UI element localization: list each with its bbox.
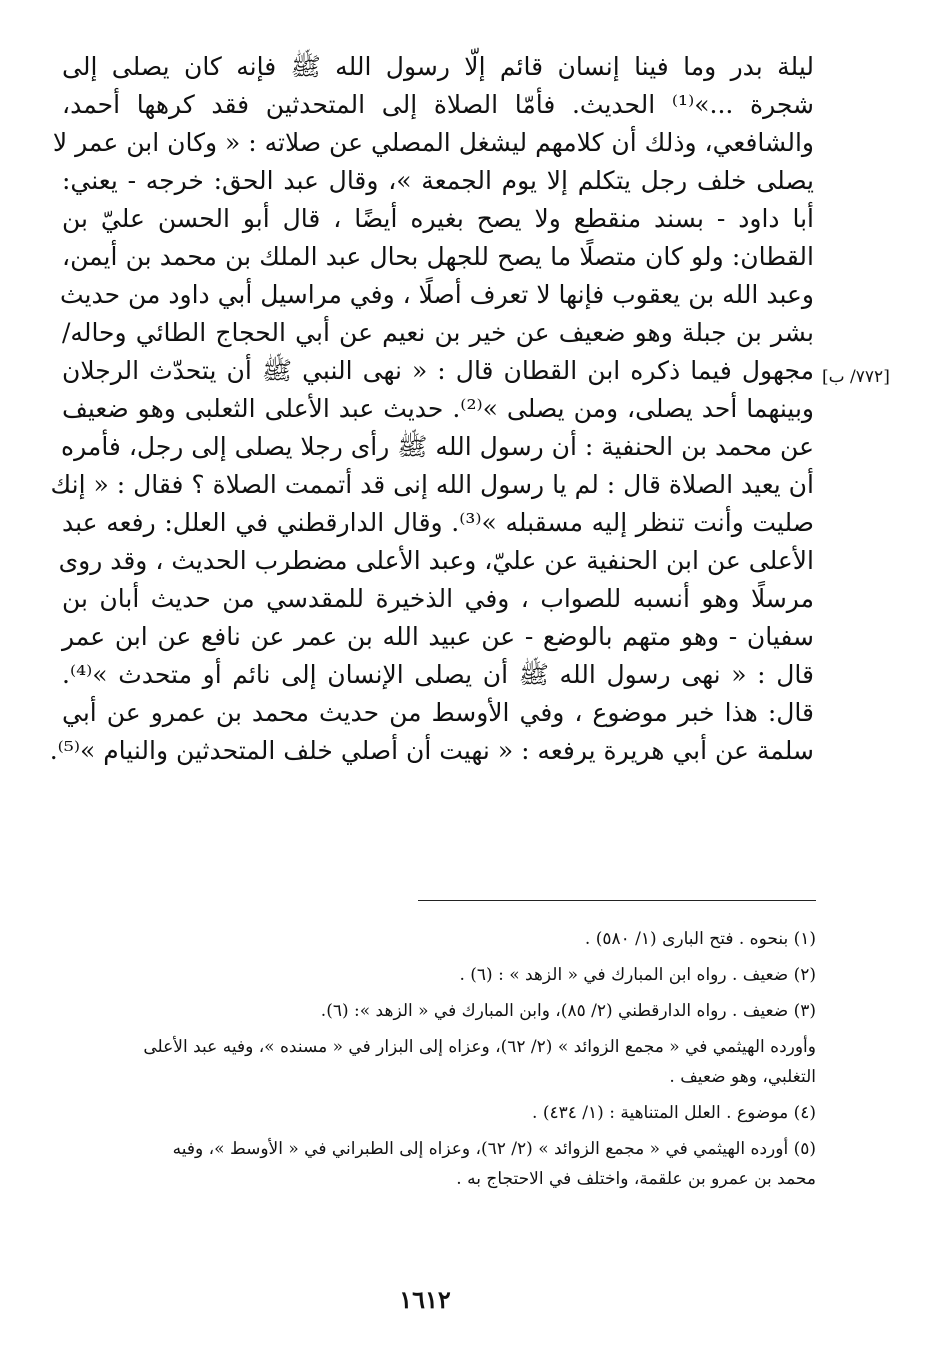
text-line: سفيان - وهو متهم بالوضع - عن عبيد الله بن عمر عن نافع عن ابن عمر xyxy=(62,622,814,651)
footnote: (١) بنحوه . فتح البارى (١/ ٥٨٠) . xyxy=(584,929,816,949)
text-line: أن يعيد الصلاة قال : لم يا رسول الله إنى قد أتممت الصلاة ؟ فقال : « إنك xyxy=(50,470,814,499)
text-line: بشر بن جبلة وهو ضعيف عن خير بن نعيم عن أبي الحجاج الطائي وحاله/ xyxy=(62,318,814,347)
text-line: شجرة ...»⁽¹⁾ الحديث. فأمّا الصلاة إلى المتحدثين فقد كرهها أحمد، xyxy=(62,90,814,119)
text-line: يصلى خلف رجل يتكلم إلا يوم الجمعة »، وقال عبد الحق: خرجه - يعني: xyxy=(62,166,814,195)
text-line: قال: هذا خبر موضوع ، وفي الأوسط من حديث محمد بن عمرو عن أبي xyxy=(62,698,814,727)
page-number: ١٦١٢ xyxy=(399,1285,451,1314)
text-line: صليت وأنت تنظر إليه مسقبله »⁽³⁾. وقال الدارقطني في العلل: رفعه عبد xyxy=(62,508,814,537)
footnote: (٢) ضعيف . رواه ابن المبارك في « الزهد » : (٦) . xyxy=(459,965,816,985)
text-line: عن محمد بن الحنفية : أن رسول الله ﷺ رأى رجلا يصلى إلى رجل، فأمره xyxy=(61,432,814,461)
text-line: أبا داود - بسند منقطع ولا يصح بغيره أيضًا ، قال أبو الحسن عليّ بن xyxy=(62,204,814,233)
text-line: القطان: ولو كان متصلًا ما يصح للجهل بحال عبد الملك بن محمد بن أيمن، xyxy=(62,242,814,271)
main-text-block xyxy=(49,48,814,770)
folio-marginal-reference: [٧٧٢/ ب] xyxy=(822,367,890,387)
footnote-continuation: محمد بن عمرو بن علقمة، واختلف في الاحتجاج به . xyxy=(456,1169,816,1189)
text-line: سلمة عن أبي هريرة يرفعه : « نهيت أن أصلي خلف المتحدثين والنيام »⁽⁵⁾. xyxy=(49,736,814,765)
text-line: والشافعي، وذلك أن كلامهم ليشغل المصلي عن صلاته : « وكان ابن عمر لا xyxy=(52,128,814,157)
footnote-separator xyxy=(418,900,816,901)
footnote: (٤) موضوع . العلل المتناهية : (١/ ٤٣٤) . xyxy=(532,1103,816,1123)
footnote: (٣) ضعيف . رواه الدارقطني (٢/ ٨٥)، وابن المبارك في « الزهد »: (٦). xyxy=(320,1001,816,1021)
footnote: (٥) أورده الهيثمي في « مجمع الزوائد » (٢/ ٦٢)، وعزاه إلى الطبراني في « الأوسط »، وفيه xyxy=(172,1139,816,1159)
text-line: قال : « نهى رسول الله ﷺ أن يصلى الإنسان إلى نائم أو متحدث »⁽⁴⁾. xyxy=(62,660,814,689)
text-line: ليلة بدر وما فينا إنسان قائم إلّا رسول الله ﷺ فإنه كان يصلى إلى xyxy=(62,52,814,81)
text-line: وبينهما أحد يصلى، ومن يصلى »⁽²⁾. حديث عبد الأعلى الثعلبى وهو ضعيف xyxy=(62,394,814,423)
text-line: مجهول فيما ذكره ابن القطان قال : « نهى النبي ﷺ أن يتحدّث الرجلان xyxy=(62,356,814,385)
text-line: وعبد الله بن يعقوب فإنها لا تعرف أصلًا ، وفي مراسيل أبي داود من حديث xyxy=(59,280,814,309)
text-line: الأعلى عن ابن الحنفية عن عليّ، وعبد الأعلى مضطرب الحديث ، وقد روى xyxy=(58,546,814,575)
footnote-continuation: التغلبي، وهو ضعيف . xyxy=(669,1067,816,1087)
footnote: وأورده الهيثمي في « مجمع الزوائد » (٢/ ٦٢)، وعزاه إلى البزار في « مسنده »، وفيه عبد الأعلى xyxy=(143,1037,816,1057)
text-line: مرسلًا وهو أنسبه للصواب ، وفي الذخيرة للمقدسي من حديث أبان بن xyxy=(62,584,814,613)
footnotes-block xyxy=(68,924,816,1194)
